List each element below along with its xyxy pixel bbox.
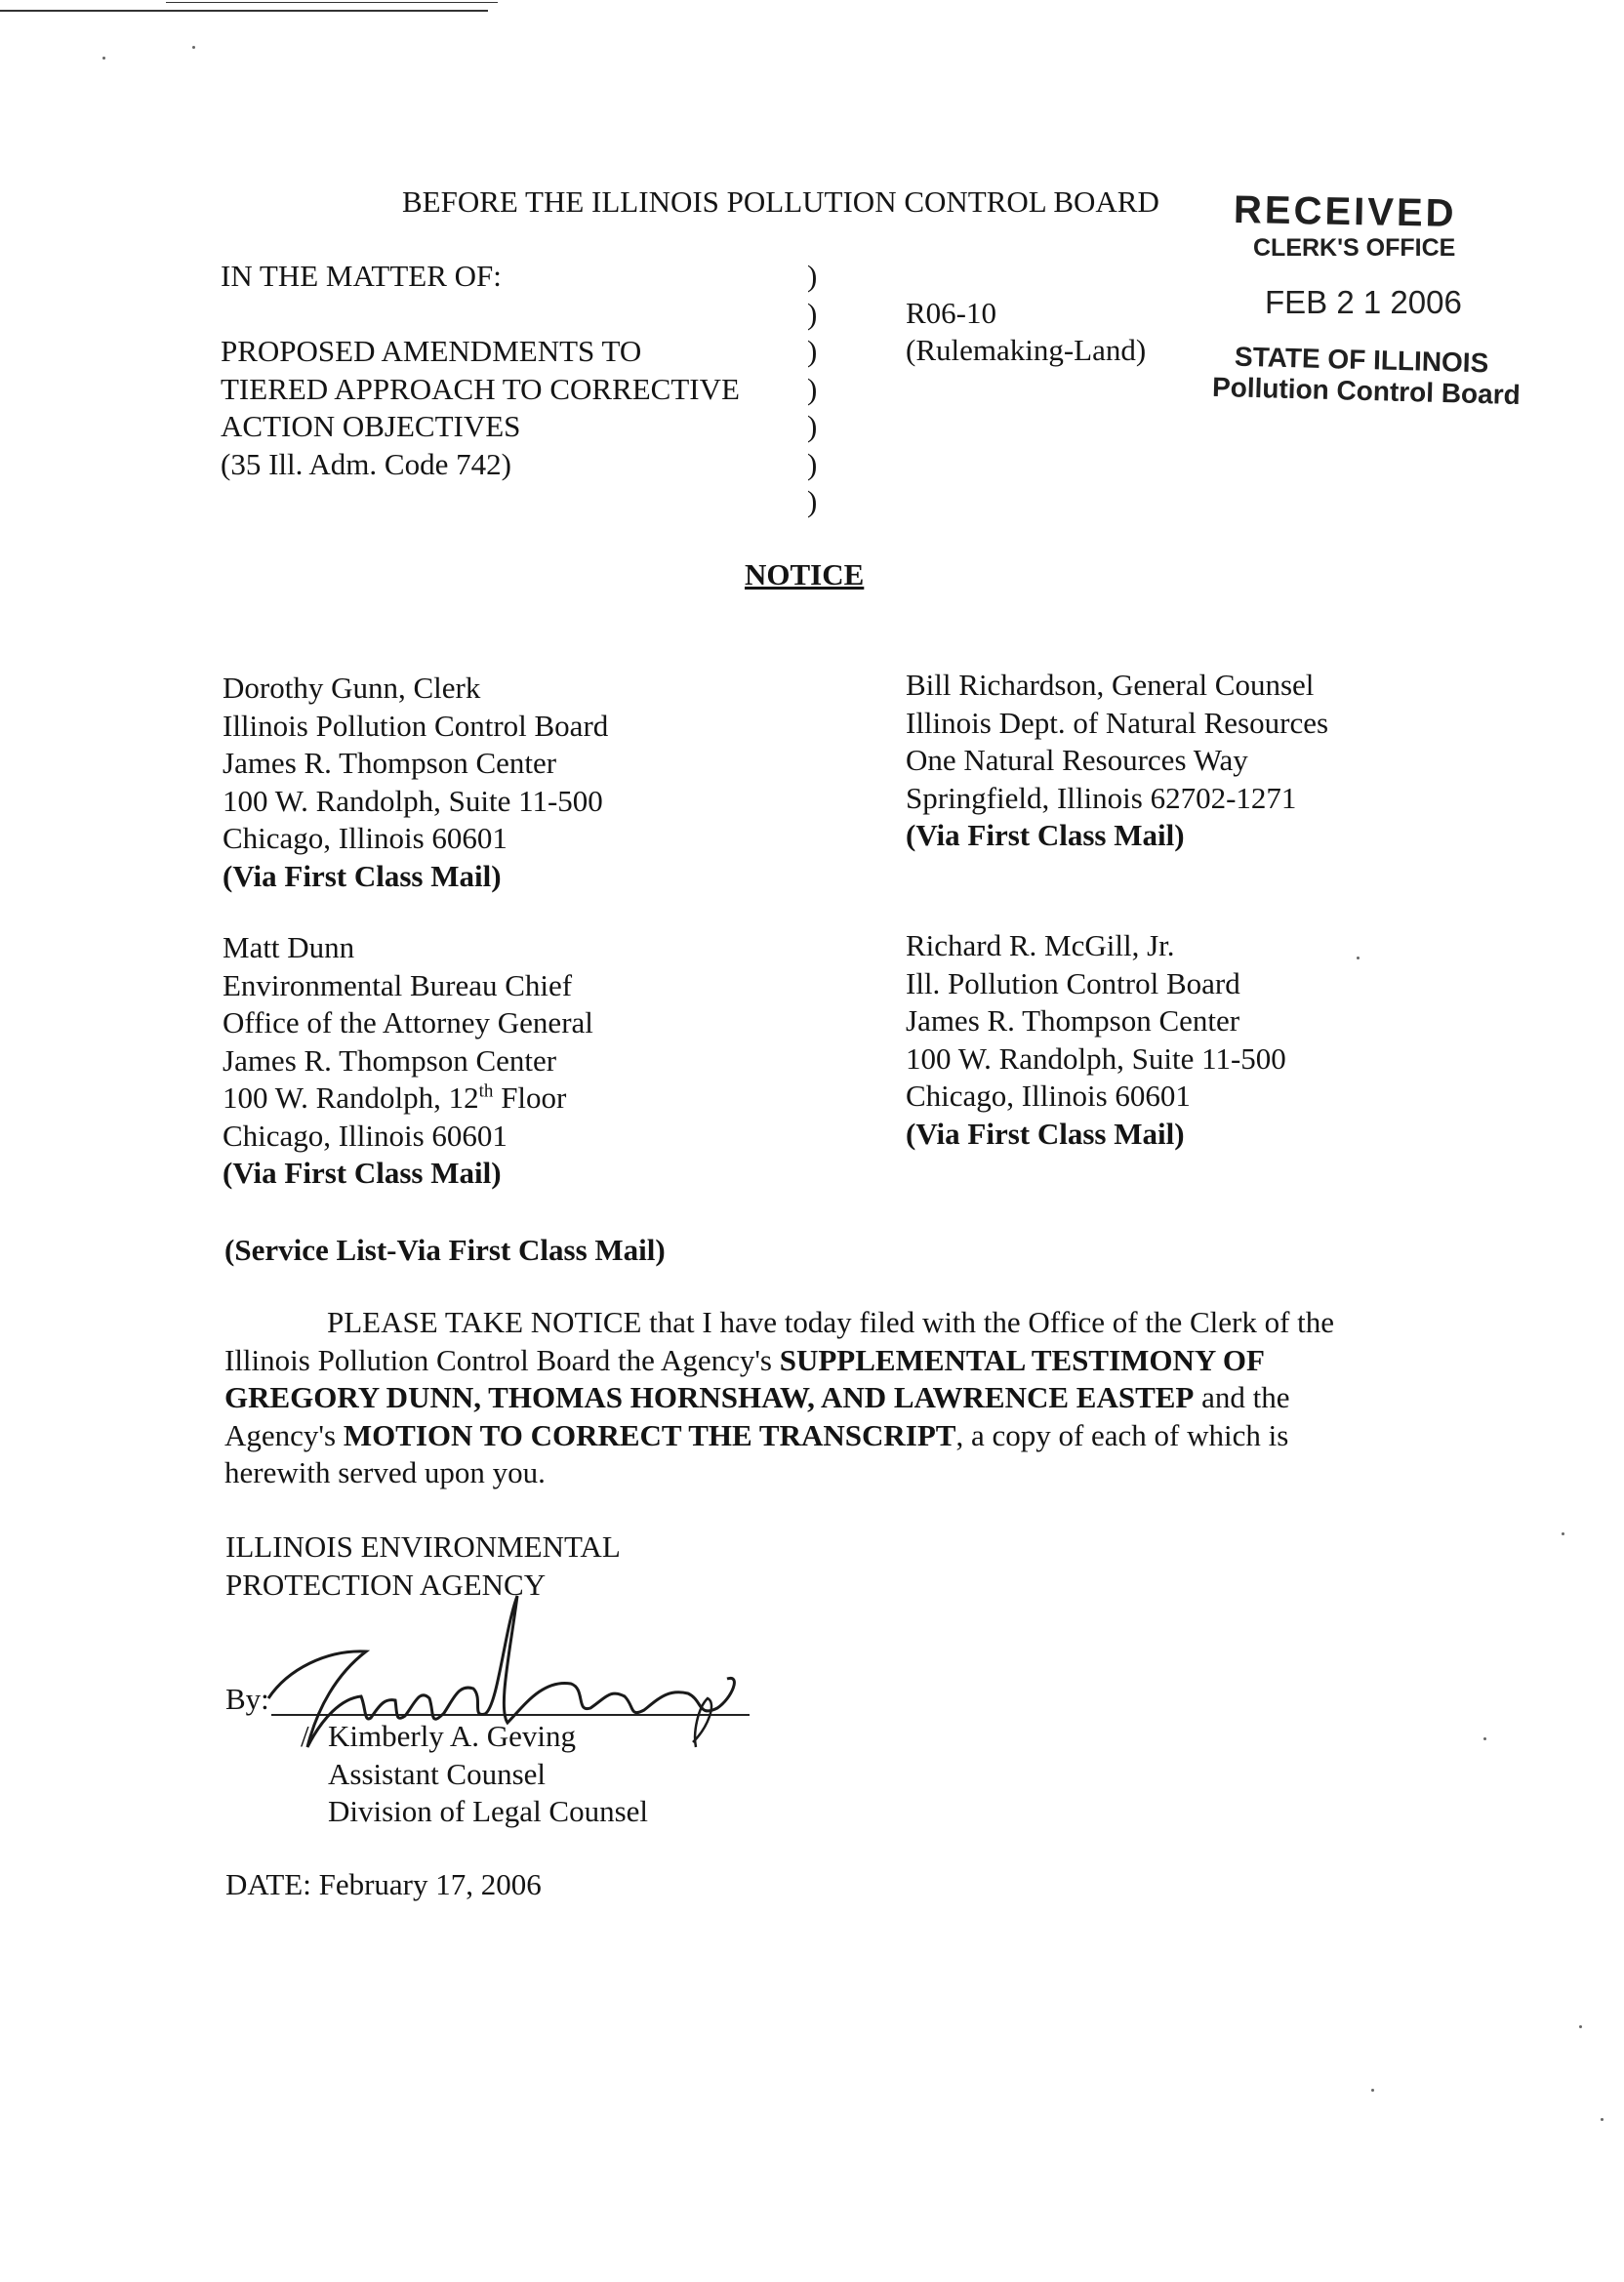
caption-line: (35 Ill. Adm. Code 742) <box>221 446 511 481</box>
scan-speck <box>1601 2118 1604 2121</box>
body-bold-text: GREGORY DUNN, THOMAS HORNSHAW, AND LAWRENCE EASTEP <box>224 1380 1195 1414</box>
caption-line: PROPOSED AMENDMENTS TO <box>221 334 642 368</box>
signer-info <box>293 1718 648 1831</box>
scan-speck <box>102 57 105 60</box>
signature-stroke <box>693 1698 711 1747</box>
scan-speck <box>1562 1532 1564 1535</box>
scan-speck <box>192 46 195 49</box>
address-line: Illinois Pollution Control Board <box>223 708 609 743</box>
scan-artifact-line <box>166 2 498 3</box>
agency-line: ILLINOIS ENVIRONMENTAL <box>225 1529 621 1564</box>
address-line: 100 W. Randolph, Suite 11-500 <box>223 783 603 818</box>
body-text: Illinois Pollution Control Board the Agency's <box>224 1342 780 1377</box>
case-type: (Rulemaking-Land) <box>906 333 1147 367</box>
body-bold-text: SUPPLEMENTAL TESTIMONY OF <box>779 1342 1265 1377</box>
body-text: Agency's <box>224 1417 344 1452</box>
address-line: James R. Thompson Center <box>223 746 557 780</box>
address-line: Environmental Bureau Chief <box>223 967 573 1002</box>
address-line: Richard R. McGill, Jr. <box>906 928 1175 962</box>
address-line: James R. Thompson Center <box>223 1042 557 1078</box>
address-line: Chicago, Illinois 60601 <box>223 821 508 855</box>
recipient-gunn <box>223 670 608 895</box>
address-line: James R. Thompson Center <box>906 1003 1240 1038</box>
notice-body <box>224 1304 1334 1492</box>
scan-speck <box>1371 2089 1374 2092</box>
address-floor-prefix: 100 W. Randolph, 12 <box>223 1080 479 1115</box>
stamp-date: FEB 2 1 2006 <box>1265 284 1462 320</box>
signer-title: Assistant Counsel <box>328 1756 547 1791</box>
delivery-method: (Via First Class Mail) <box>223 858 502 893</box>
caption-line: IN THE MATTER OF: <box>221 259 502 293</box>
body-line <box>224 1342 1334 1380</box>
recipient-dunn <box>223 929 593 1193</box>
body-line <box>224 1379 1334 1417</box>
address-line: Illinois Dept. of Natural Resources <box>906 705 1329 740</box>
agency-line: PROTECTION AGENCY <box>225 1567 547 1602</box>
body-text: PLEASE TAKE NOTICE that I have today filed with the Office of the Clerk of the <box>327 1305 1335 1339</box>
recipient-mcgill <box>906 927 1286 1153</box>
caption-parens <box>807 258 817 521</box>
body-line <box>224 1304 1334 1342</box>
caption-line: ACTION OBJECTIVES <box>221 409 521 443</box>
scan-artifact-line <box>0 10 488 12</box>
recipient-richardson <box>906 667 1328 855</box>
caption-paren: ) <box>807 409 818 443</box>
board-title: BEFORE THE ILLINOIS POLLUTION CONTROL BOARD <box>402 184 1159 219</box>
address-floor-suffix: Floor <box>493 1080 567 1115</box>
address-line: Chicago, Illinois 60601 <box>223 1118 508 1153</box>
caption-left <box>221 258 740 483</box>
notice-heading: NOTICE <box>745 557 865 591</box>
signer-name-text: Kimberly A. Geving <box>328 1719 576 1753</box>
body-text: and the <box>1194 1380 1290 1414</box>
address-floor-sup: th <box>478 1080 494 1102</box>
caption-line: TIERED APPROACH TO CORRECTIVE <box>221 371 740 406</box>
body-line <box>224 1417 1334 1455</box>
scan-speck <box>1483 1737 1486 1740</box>
service-list-note: (Service List-Via First Class Mail) <box>224 1233 666 1267</box>
signer-name <box>293 1718 648 1756</box>
address-line: One Natural Resources Way <box>906 743 1248 777</box>
caption-paren: ) <box>807 259 818 293</box>
stamp-received: RECEIVED <box>1233 188 1457 235</box>
case-number: R06-10 <box>906 296 996 330</box>
caption-paren: ) <box>807 371 818 406</box>
caption-paren: ) <box>807 484 818 518</box>
body-line: herewith served upon you. <box>224 1455 546 1489</box>
slash-mark: / <box>301 1719 309 1753</box>
address-line: Dorothy Gunn, Clerk <box>223 671 481 705</box>
stamp-state: STATE OF ILLINOIS <box>1234 341 1489 379</box>
stamp-board: Pollution Control Board <box>1211 371 1522 411</box>
address-line <box>223 1080 593 1118</box>
delivery-method: (Via First Class Mail) <box>906 818 1185 852</box>
body-bold-text: MOTION TO CORRECT THE TRANSCRIPT <box>343 1417 956 1452</box>
address-line: Chicago, Illinois 60601 <box>906 1079 1191 1113</box>
signer-division: Division of Legal Counsel <box>328 1794 649 1828</box>
scan-speck <box>1357 957 1360 959</box>
address-line: Ill. Pollution Control Board <box>906 965 1240 1000</box>
caption-paren: ) <box>807 446 818 481</box>
caption-line <box>221 296 740 334</box>
received-stamp <box>1210 190 1532 425</box>
by-label: By: <box>225 1682 269 1716</box>
address-line: Matt Dunn <box>223 930 355 964</box>
caption-paren: ) <box>807 334 818 368</box>
stamp-clerks-office: CLERK'S OFFICE <box>1253 234 1456 262</box>
caption-paren: ) <box>807 296 818 331</box>
address-line: Office of the Attorney General <box>223 1005 593 1039</box>
date-line: DATE: February 17, 2006 <box>225 1867 542 1901</box>
body-text: , a copy of each of which is <box>955 1417 1289 1452</box>
delivery-method: (Via First Class Mail) <box>906 1116 1185 1151</box>
address-line: Springfield, Illinois 62702-1271 <box>906 780 1297 815</box>
address-line: 100 W. Randolph, Suite 11-500 <box>906 1040 1286 1076</box>
address-line: Bill Richardson, General Counsel <box>906 668 1315 702</box>
scan-speck <box>1579 2025 1582 2028</box>
delivery-method: (Via First Class Mail) <box>223 1156 502 1190</box>
